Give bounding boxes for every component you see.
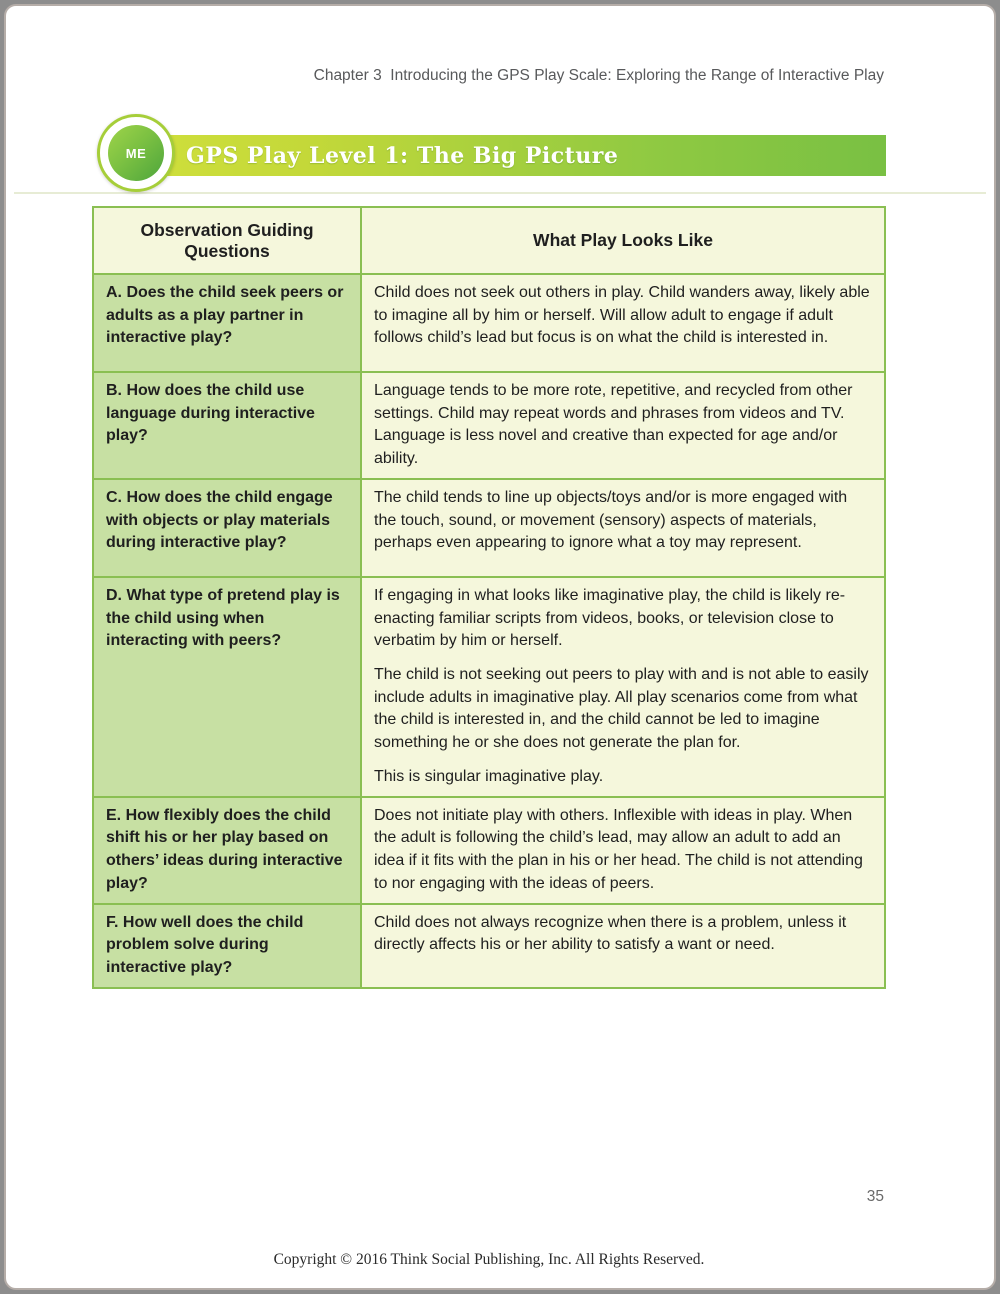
question-cell-e: E. How flexibly does the child shift his or her play based on others’ ideas during interactive play?: [93, 797, 361, 904]
answer-cell-f: [361, 904, 885, 988]
table-row-c: [93, 479, 885, 577]
section-banner: [120, 135, 886, 176]
answer-cell-e: [361, 797, 885, 904]
column-header-observation-guiding-questions: Observation Guiding Questions: [93, 207, 361, 274]
answer-paragraph: The child is not seeking out peers to play with and is not able to easily include adults in imaginative play. All play scenarios come from what the child is interested in, and the child cannot be led to imagine something he or she does not generate the plan for.: [374, 666, 869, 752]
me-badge-circle: [108, 125, 164, 181]
section-title: GPS Play Level 1: The Big Picture: [186, 142, 619, 169]
observation-table: [92, 206, 886, 989]
column-header-what-play-looks-like: What Play Looks Like: [361, 207, 885, 274]
answer-paragraph: Child does not always recognize when there is a problem, unless it directly affects his or her ability to satisfy a want or need.: [374, 913, 847, 954]
question-cell-d: D. What type of pretend play is the child using when interacting with peers?: [93, 577, 361, 797]
answer-paragraph: Language tends to be more rote, repetitive, and recycled from other settings. Child may repeat words and phrases from videos and TV. Language is less novel and creative than expected for age and/or ability.: [374, 382, 853, 468]
answer-paragraph: If engaging in what looks like imaginative play, the child is likely re-enacting familiar scripts from videos, books, or television close to verbatim by him or herself.: [374, 586, 846, 650]
question-cell-c: C. How does the child engage with objects or play materials during interactive play?: [93, 479, 361, 577]
answer-paragraph: The child tends to line up objects/toys and/or is more engaged with the touch, sound, or movement (sensory) aspects of materials, perhaps even appearing to ignore what a toy may represent.: [374, 488, 848, 552]
table-header-row: [93, 207, 885, 274]
table-row-b: [93, 372, 885, 479]
answer-cell-a: [361, 274, 885, 372]
me-badge-label: ME: [125, 145, 147, 161]
answer-cell-b: [361, 372, 885, 479]
table-row-e: [93, 797, 885, 904]
table-row-f: [93, 904, 885, 988]
answer-cell-c: [361, 479, 885, 577]
question-cell-a: A. Does the child seek peers or adults as a play partner in interactive play?: [93, 274, 361, 372]
answer-paragraph: Does not initiate play with others. Inflexible with ideas in play. When the adult is following the child’s lead, may allow an adult to add an idea if it fits with the plan in his or her head. The child is not attending to nor engaging with the ideas of peers.: [374, 806, 863, 892]
answer-paragraph: Child does not seek out others in play. Child wanders away, likely able to imagine all by him or herself. Will allow adult to engage if adult follows child’s lead but focus is on what the child is interested in.: [374, 284, 870, 347]
table-row-d: [93, 577, 885, 797]
answer-paragraph: This is singular imaginative play.: [374, 767, 604, 785]
answer-cell-d: [361, 577, 885, 797]
table-row-a: [93, 274, 885, 372]
copyright-line: Copyright © 2016 Think Social Publishing, Inc. All Rights Reserved.: [273, 1251, 705, 1268]
banner-underline: [14, 192, 986, 194]
chapter-header: Chapter 3 Introducing the GPS Play Scale: Exploring the Range of Interactive Play: [313, 67, 884, 84]
page-number: 35: [866, 1188, 884, 1205]
me-badge: [97, 114, 175, 192]
question-cell-b: B. How does the child use language during interactive play?: [93, 372, 361, 479]
question-cell-f: F. How well does the child problem solve during interactive play?: [93, 904, 361, 988]
